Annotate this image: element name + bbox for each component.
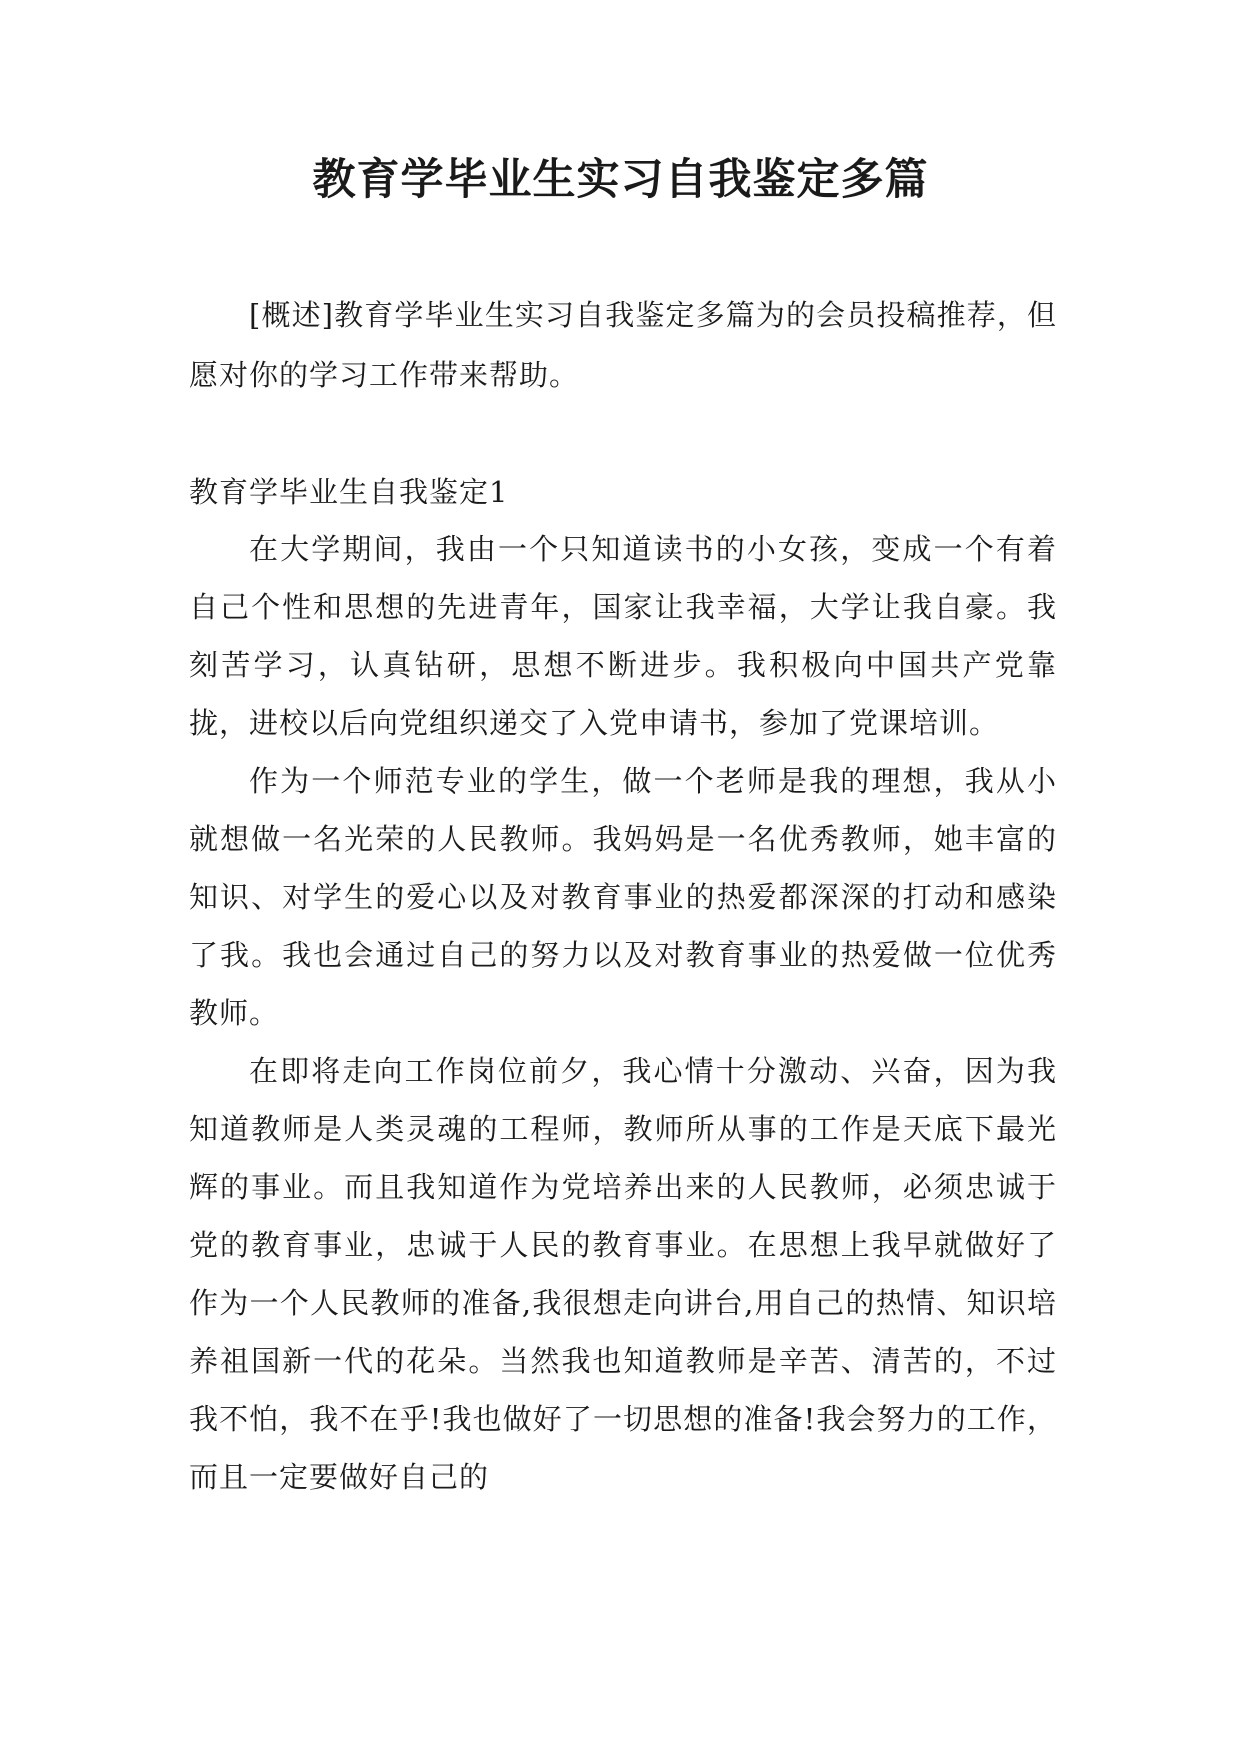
body-paragraph: 在即将走向工作岗位前夕，我心情十分激动、兴奋，因为我知道教师是人类灵魂的工程师，教师所从事的工作是天底下最光辉的事业。而且我知道作为党培养出来的人民教师，必须忠诚于党的教育事业，忠诚于人民的教育事业。在思想上我早就做好了作为一个人民教师的准备,我很想走向讲台,用自己的热情、知识培养祖国新一代的花朵。当然我也知道教师是辛苦、清苦的，不过我不怕，我不在乎!我也做好了一切思想的准备!我会努力的工作，而且一定要做好自己的: [189, 1054, 1057, 1494]
body-paragraphs: [189, 520, 1057, 1506]
body-paragraph: 作为一个师范专业的学生，做一个老师是我的理想，我从小就想做一名光荣的人民教师。我妈妈是一名优秀教师，她丰富的知识、对学生的爱心以及对教育事业的热爱都深深的打动和感染了我。我也会通过自己的努力以及对教育事业的热爱做一位优秀教师。: [189, 764, 1057, 1030]
document-title: 教育学毕业生实习自我鉴定多篇: [312, 155, 929, 205]
body-paragraph: 在大学期间，我由一个只知道读书的小女孩，变成一个有着自己个性和思想的先进青年，国家让我幸福，大学让我自豪。我刻苦学习，认真钻研，思想不断进步。我积极向中国共产党靠拢，进校以后向党组织递交了入党申请书，参加了党课培训。: [189, 532, 1057, 740]
abstract-paragraph: [概述]教育学毕业生实习自我鉴定多篇为的会员投稿推荐，但愿对你的学习工作带来帮助。: [189, 298, 1057, 392]
section-heading: 教育学毕业生自我鉴定1: [189, 475, 509, 509]
